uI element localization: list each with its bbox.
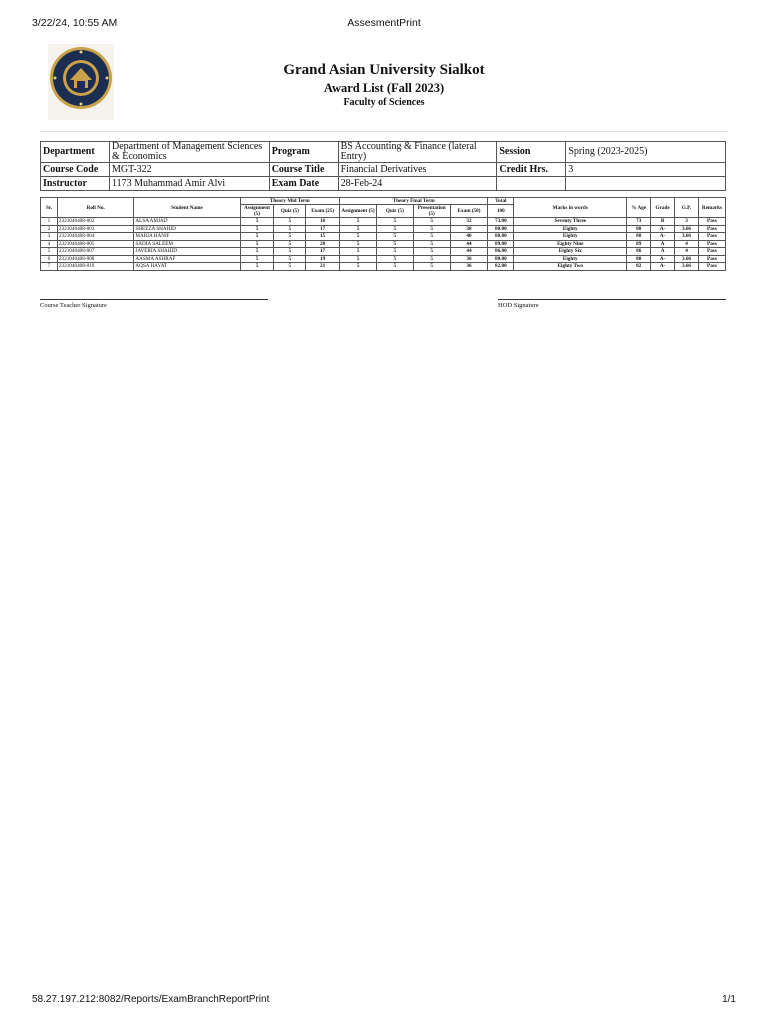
info-row [41, 142, 726, 163]
table-row [41, 255, 726, 263]
student-sr: 5 [41, 248, 58, 256]
final-quiz: 5 [376, 240, 413, 248]
header-mid-term: Theory Mid Term [240, 198, 340, 205]
mid-assignment: 5 [240, 233, 274, 241]
header-gp: G.P. [675, 198, 699, 218]
course-code-value: MGT-322 [109, 163, 269, 177]
final-quiz: 5 [376, 218, 413, 226]
remarks: Pass [698, 263, 725, 271]
credit-hrs-value: 3 [566, 163, 726, 177]
final-assignment: 5 [340, 218, 377, 226]
final-quiz: 5 [376, 248, 413, 256]
marks-in-words: Eighty [514, 233, 627, 241]
mid-exam: 17 [306, 225, 340, 233]
grade-point: 4 [675, 248, 699, 256]
final-assignment: 5 [340, 225, 377, 233]
grade-point: 3.66 [675, 225, 699, 233]
final-presentation: 5 [413, 218, 450, 226]
program-label: Program [269, 142, 338, 163]
department-value: Department of Management Sciences & Economics [109, 142, 269, 163]
header-words: Marks in words [514, 198, 627, 218]
mid-quiz: 5 [274, 233, 306, 241]
print-page-number: 1/1 [722, 994, 736, 1005]
grade: B [651, 218, 675, 226]
student-name: AASMA ASHRAF [134, 255, 240, 263]
header-name: Student Name [134, 198, 240, 218]
table-row [41, 225, 726, 233]
student-name: SADIA SALEEM [134, 240, 240, 248]
total-marks: 89.00 [488, 240, 514, 248]
student-sr: 4 [41, 240, 58, 248]
credit-hrs-label: Credit Hrs. [497, 163, 566, 177]
marks-in-words: Eighty Nine [514, 240, 627, 248]
final-presentation: 5 [413, 248, 450, 256]
student-roll: 2321040408-005 [57, 240, 134, 248]
remarks: Pass [698, 248, 725, 256]
exam-date-label: Exam Date [269, 177, 338, 191]
percentage: 80 [627, 255, 651, 263]
grade-point: 3.66 [675, 233, 699, 241]
info-empty-cell [566, 177, 726, 191]
marks-body [41, 218, 726, 271]
table-row [41, 248, 726, 256]
exam-date-value: 28-Feb-24 [338, 177, 497, 191]
final-presentation: 5 [413, 263, 450, 271]
remarks: Pass [698, 218, 725, 226]
percentage: 89 [627, 240, 651, 248]
instructor-label: Instructor [41, 177, 110, 191]
final-presentation: 5 [413, 240, 450, 248]
final-quiz: 5 [376, 233, 413, 241]
mid-assignment: 5 [240, 248, 274, 256]
course-info-table [40, 141, 726, 191]
course-title-label: Course Title [269, 163, 338, 177]
marks-in-words: Eighty Two [514, 263, 627, 271]
program-value: BS Accounting & Finance (lateral Entry) [338, 142, 497, 163]
table-row [41, 233, 726, 241]
final-exam: 36 [450, 263, 488, 271]
marks-in-words: Eighty Six [514, 248, 627, 256]
final-exam: 38 [450, 225, 488, 233]
report-titles [0, 61, 768, 110]
final-exam: 44 [450, 240, 488, 248]
student-roll: 2321040408-004 [57, 233, 134, 241]
total-marks: 82.00 [488, 263, 514, 271]
header-pct: % Age [627, 198, 651, 218]
print-header [32, 17, 736, 31]
department-label: Department [41, 142, 110, 163]
mid-assignment: 5 [240, 240, 274, 248]
final-quiz: 5 [376, 255, 413, 263]
header-roll: Roll No. [57, 198, 134, 218]
mid-exam: 21 [306, 263, 340, 271]
course-code-label: Course Code [41, 163, 110, 177]
header-final-exam: Exam (50) [450, 205, 488, 218]
hod-signature: HOD Signature [498, 299, 726, 309]
header-grade: Grade [651, 198, 675, 218]
marks-header-row [41, 198, 726, 205]
mid-exam: 19 [306, 255, 340, 263]
mid-quiz: 5 [274, 218, 306, 226]
mid-exam: 16 [306, 218, 340, 226]
student-name: AQSA HAYAT [134, 263, 240, 271]
final-assignment: 5 [340, 233, 377, 241]
total-marks: 80.00 [488, 225, 514, 233]
student-roll: 2321040408-010 [57, 263, 134, 271]
percentage: 82 [627, 263, 651, 271]
remarks: Pass [698, 240, 725, 248]
final-assignment: 5 [340, 255, 377, 263]
student-sr: 1 [41, 218, 58, 226]
final-exam: 40 [450, 233, 488, 241]
header-mid-quiz: Quiz (5) [274, 205, 306, 218]
course-teacher-signature: Course Teacher Signature [40, 299, 268, 309]
final-assignment: 5 [340, 240, 377, 248]
session-label: Session [497, 142, 566, 163]
header-sr: Sr. [41, 198, 58, 218]
header-final-term: Theory Final Term [340, 198, 488, 205]
student-roll: 2321040408-002 [57, 218, 134, 226]
info-empty-cell [497, 177, 566, 191]
header-mid-assignment: Assignment (5) [240, 205, 274, 218]
mid-assignment: 5 [240, 255, 274, 263]
marks-in-words: Seventy Three [514, 218, 627, 226]
final-exam: 44 [450, 248, 488, 256]
header-mid-exam: Exam (25) [306, 205, 340, 218]
student-roll: 2321040408-007 [57, 248, 134, 256]
grade: A- [651, 225, 675, 233]
student-roll: 2321040408-003 [57, 225, 134, 233]
student-sr: 6 [41, 255, 58, 263]
student-name: ALSA AMJAD [134, 218, 240, 226]
faculty-name: Faculty of Sciences [343, 97, 425, 108]
final-presentation: 5 [413, 233, 450, 241]
grade-point: 3.66 [675, 263, 699, 271]
print-datetime: 3/22/24, 10:55 AM [32, 17, 118, 29]
print-url: 58.27.197.212:8082/Reports/ExamBranchReportPrint [32, 994, 270, 1005]
student-name: SHEEZA SHAHID [134, 225, 240, 233]
award-list-title: Award List (Fall 2023) [323, 81, 445, 95]
final-quiz: 5 [376, 225, 413, 233]
percentage: 80 [627, 233, 651, 241]
final-exam: 36 [450, 255, 488, 263]
remarks: Pass [698, 233, 725, 241]
mid-quiz: 5 [274, 240, 306, 248]
grade-point: 3.66 [675, 255, 699, 263]
mid-quiz: 5 [274, 263, 306, 271]
final-quiz: 5 [376, 263, 413, 271]
header-final-presentation: Presentation (5) [413, 205, 450, 218]
info-row [41, 163, 726, 177]
mid-quiz: 5 [274, 225, 306, 233]
grade: A- [651, 255, 675, 263]
mid-assignment: 5 [240, 225, 274, 233]
mid-assignment: 5 [240, 263, 274, 271]
header-remarks: Remarks [698, 198, 725, 218]
final-presentation: 5 [413, 255, 450, 263]
header-divider [40, 131, 728, 132]
total-marks: 80.00 [488, 255, 514, 263]
university-name: Grand Asian University Sialkot [283, 62, 485, 78]
course-title-value: Financial Derivatives [338, 163, 497, 177]
grade: A [651, 248, 675, 256]
total-marks: 80.00 [488, 233, 514, 241]
mid-exam: 17 [306, 248, 340, 256]
table-row [41, 263, 726, 271]
percentage: 86 [627, 248, 651, 256]
grade: A- [651, 263, 675, 271]
info-row [41, 177, 726, 191]
print-footer [32, 994, 736, 1008]
final-presentation: 5 [413, 225, 450, 233]
student-sr: 7 [41, 263, 58, 271]
print-page-title: AssesmentPrint [347, 17, 421, 29]
marks-in-words: Eighty [514, 225, 627, 233]
final-assignment: 5 [340, 248, 377, 256]
header-total-max: 100 [488, 205, 514, 218]
student-sr: 2 [41, 225, 58, 233]
final-assignment: 5 [340, 263, 377, 271]
grade-point: 3 [675, 218, 699, 226]
table-row [41, 218, 726, 226]
grade: A [651, 240, 675, 248]
remarks: Pass [698, 255, 725, 263]
final-exam: 32 [450, 218, 488, 226]
instructor-value: 1173 Muhammad Amir Alvi [109, 177, 269, 191]
table-row [41, 240, 726, 248]
mid-exam: 20 [306, 240, 340, 248]
mid-quiz: 5 [274, 248, 306, 256]
mid-exam: 15 [306, 233, 340, 241]
marks-table [40, 197, 726, 271]
remarks: Pass [698, 225, 725, 233]
header-final-quiz: Quiz (5) [376, 205, 413, 218]
student-sr: 3 [41, 233, 58, 241]
total-marks: 73.00 [488, 218, 514, 226]
percentage: 73 [627, 218, 651, 226]
student-name: JAVERIA SHAHID [134, 248, 240, 256]
header-total: Total [488, 198, 514, 205]
total-marks: 86.00 [488, 248, 514, 256]
marks-in-words: Eighty [514, 255, 627, 263]
student-name: MARIA HANIF [134, 233, 240, 241]
mid-quiz: 5 [274, 255, 306, 263]
grade-point: 4 [675, 240, 699, 248]
header-final-assignment: Assignment (5) [340, 205, 377, 218]
percentage: 80 [627, 225, 651, 233]
grade: A- [651, 233, 675, 241]
mid-assignment: 5 [240, 218, 274, 226]
student-roll: 2321040408-008 [57, 255, 134, 263]
session-value: Spring (2023-2025) [566, 142, 726, 163]
